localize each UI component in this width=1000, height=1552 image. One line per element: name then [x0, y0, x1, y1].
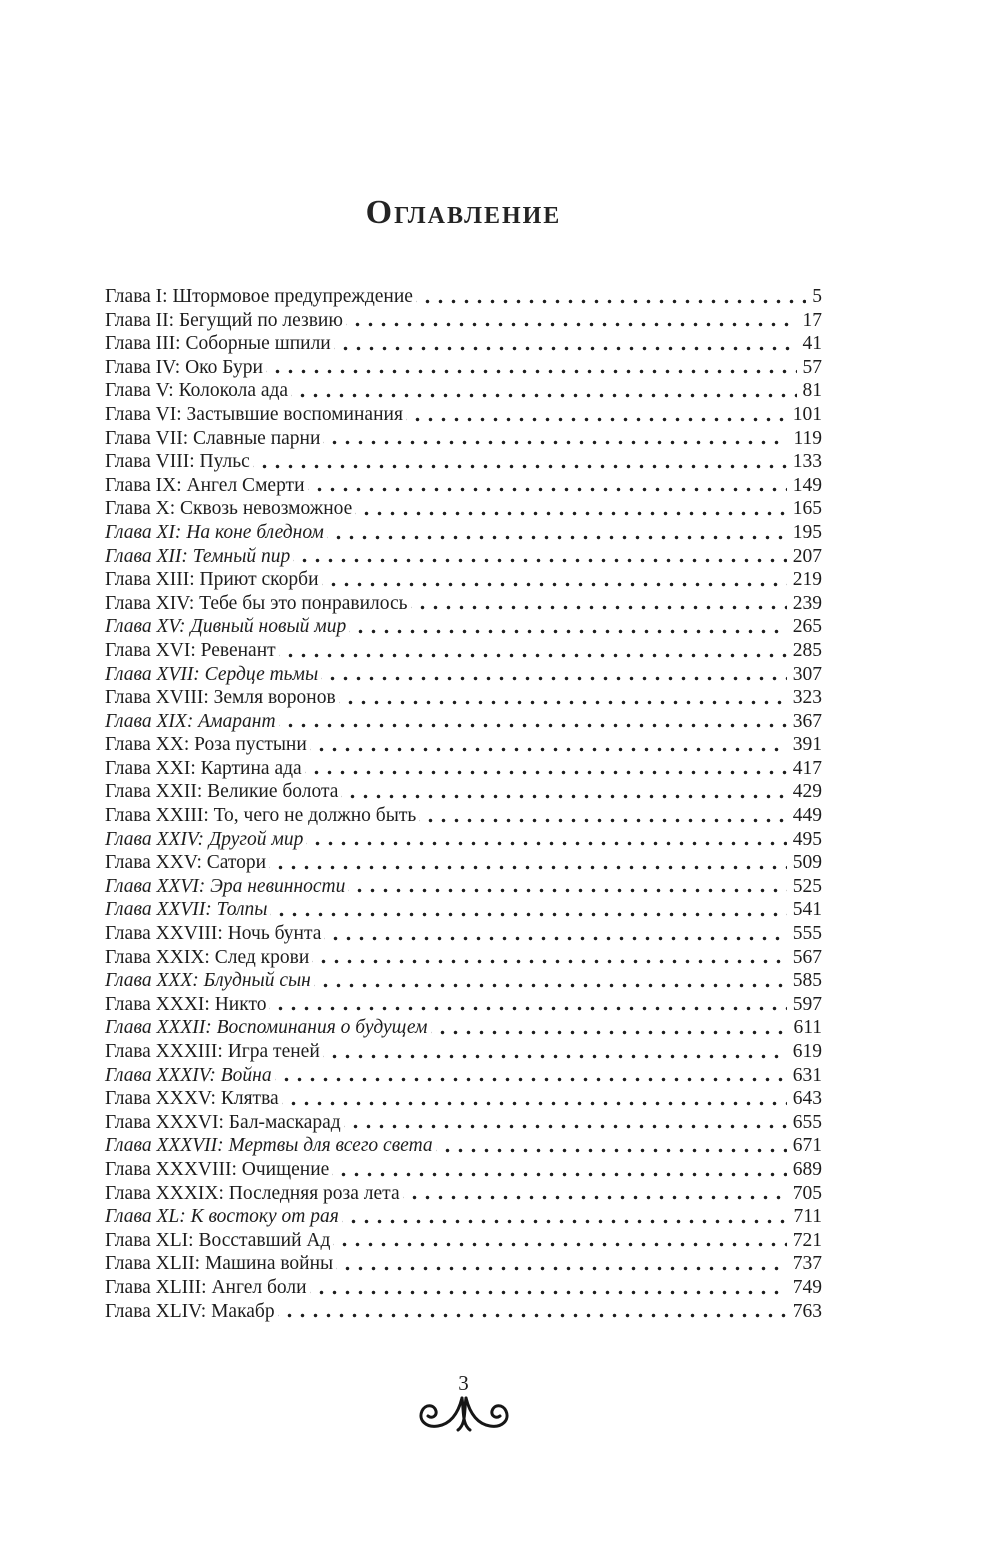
toc-entry-page: 265: [792, 616, 822, 638]
toc-entry-label: Глава XXX: Блудный сын: [105, 970, 311, 992]
toc-entry: [105, 615, 822, 639]
page-footer: [105, 1371, 822, 1438]
toc-entry-page: 17: [802, 309, 822, 331]
toc-entry-page: 585: [792, 970, 822, 992]
toc-entry-page: 449: [792, 805, 822, 827]
toc-entry-page: 737: [792, 1253, 822, 1275]
toc-entry: [105, 1064, 822, 1088]
toc-entry-label: Глава XV: Дивный новый мир: [105, 616, 347, 638]
toc-entry-page: 721: [792, 1229, 822, 1251]
toc-entry: [105, 379, 822, 403]
toc-entry: [105, 828, 822, 852]
toc-entry-page: 619: [792, 1041, 822, 1062]
toc-dot-leader: [342, 1205, 788, 1229]
toc-dot-leader: [411, 592, 787, 616]
toc-entry-label: Глава XXII: Великие болота: [105, 781, 339, 803]
toc-entry: [105, 1087, 822, 1111]
toc-dot-leader: [279, 710, 787, 734]
toc-entry-label: Глава XVII: Сердце тьмы: [105, 663, 319, 685]
toc-entry: [105, 993, 822, 1017]
toc-entry-page: 555: [792, 923, 822, 945]
toc-entry-label: Глава V: Колокола ада: [105, 380, 289, 402]
toc-entry-label: Глава XL: К востоку от рая: [105, 1206, 339, 1228]
toc-entry: [105, 285, 822, 309]
toc-entry: [105, 898, 822, 922]
toc-dot-leader: [253, 450, 787, 474]
toc-entry-label: Глава XXIII: То, чего не должно быть: [105, 805, 417, 827]
toc-entry: [105, 309, 822, 333]
toc-entry: [105, 1205, 822, 1229]
page-title: Оглавление: [365, 194, 562, 231]
toc-entry: [105, 733, 822, 757]
toc-dot-leader: [323, 427, 787, 451]
toc-dot-leader: [344, 1111, 787, 1135]
toc-entry: [105, 450, 822, 474]
toc-entry: [105, 969, 822, 993]
toc-dot-leader: [310, 733, 787, 757]
toc-entry: [105, 1229, 822, 1253]
toc-dot-leader: [269, 851, 787, 875]
toc-dot-leader: [312, 946, 786, 970]
toc-entry: [105, 403, 822, 427]
toc-dot-leader: [339, 686, 787, 710]
toc-entry: [105, 592, 822, 616]
toc-dot-leader: [279, 639, 787, 663]
toc-entry-page: 133: [792, 451, 822, 473]
toc-entry-label: Глава XIII: Приют скорби: [105, 569, 319, 591]
toc-dot-leader: [346, 309, 797, 333]
toc-entry-page: 417: [792, 757, 822, 779]
toc-entry-page: 429: [792, 781, 822, 803]
toc-dot-leader: [266, 356, 797, 380]
toc-entry-label: Глава XIV: Тебе бы это понравилось: [105, 592, 408, 614]
toc-dot-leader: [270, 898, 786, 922]
toc-entry-page: 323: [792, 687, 822, 709]
toc-entry-label: Глава XXXIV: Война: [105, 1064, 272, 1086]
toc-entry: [105, 332, 822, 356]
toc-entry-page: 391: [792, 734, 822, 756]
toc-entry: [105, 521, 822, 545]
toc-entry: [105, 1158, 822, 1182]
toc-entry-page: 195: [792, 521, 822, 543]
toc-entry-label: Глава XX: Роза пустыни: [105, 734, 307, 756]
toc-entry-label: Глава XLIII: Ангел боли: [105, 1276, 307, 1298]
toc-entry-label: Глава XXXIX: Последняя роза лета: [105, 1182, 400, 1204]
toc-entry-page: 149: [792, 474, 822, 496]
toc-entry-label: Глава XI: На коне бледном: [105, 521, 324, 543]
toc-entry-label: Глава VII: Славные парни: [105, 427, 321, 449]
toc-entry-label: Глава III: Соборные шпили: [105, 333, 331, 355]
toc-entry-page: 763: [792, 1300, 822, 1322]
toc-entry: [105, 639, 822, 663]
toc-entry-page: 749: [792, 1276, 822, 1298]
toc-dot-leader: [419, 804, 787, 828]
toc-entry-page: 541: [792, 899, 822, 921]
toc-entry-label: Глава XXIV: Другой мир: [105, 828, 304, 850]
toc-entry-label: Глава II: Бегущий по лезвию: [105, 309, 343, 331]
toc-entry-label: Глава XLIV: Макабр: [105, 1300, 275, 1322]
toc-entry: [105, 427, 822, 451]
toc-entry-label: Глава XIX: Амарант: [105, 710, 276, 732]
toc-entry-label: Глава XXXII: Воспоминания о будущем: [105, 1017, 428, 1039]
toc-entry: [105, 1182, 822, 1206]
toc-entry: [105, 1111, 822, 1135]
toc-entry: [105, 356, 822, 380]
toc-entry-page: 711: [793, 1206, 822, 1228]
toc-entry-page: 219: [792, 569, 822, 591]
toc-entry-label: Глава XXXVIII: Очищение: [105, 1158, 330, 1180]
toc-dot-leader: [308, 474, 787, 498]
toc-entry-page: 101: [792, 403, 822, 425]
toc-dot-leader: [323, 1040, 787, 1064]
toc-entry-label: Глава VI: Застывшие воспоминания: [105, 403, 403, 425]
toc-dot-leader: [322, 568, 787, 592]
toc-entry: [105, 663, 822, 687]
toc-dot-leader: [278, 1300, 787, 1324]
toc-dot-leader: [336, 1252, 787, 1276]
toc-entry-label: Глава IX: Ангел Смерти: [105, 474, 305, 496]
toc-dot-leader: [269, 993, 786, 1017]
toc-entry: [105, 804, 822, 828]
toc-list: [105, 285, 822, 1323]
toc-entry-label: Глава X: Сквозь невозможное: [105, 498, 353, 520]
toc-entry-page: 495: [792, 828, 822, 850]
toc-entry-page: 597: [792, 993, 822, 1015]
toc-entry-page: 5: [812, 286, 822, 307]
toc-entry: [105, 780, 822, 804]
toc-dot-leader: [334, 332, 797, 356]
toc-entry-label: Глава XXV: Сатори: [105, 852, 267, 874]
toc-entry-page: 165: [792, 498, 822, 520]
toc-entry-label: Глава VIII: Пульс: [105, 451, 250, 473]
toc-dot-leader: [431, 1016, 788, 1040]
toc-entry-label: Глава XXXV: Клятва: [105, 1088, 279, 1110]
toc-entry: [105, 1134, 822, 1158]
toc-entry-label: Глава XVIII: Земля воронов: [105, 687, 336, 709]
toc-entry: [105, 474, 822, 498]
toc-entry-page: 285: [792, 639, 822, 661]
toc-dot-leader: [406, 403, 787, 427]
toc-entry-label: Глава XVI: Ревенант: [105, 639, 276, 661]
toc-entry: [105, 1040, 822, 1064]
toc-entry-page: 367: [792, 710, 822, 732]
toc-dot-leader: [349, 615, 787, 639]
toc-entry: [105, 497, 822, 521]
toc-dot-leader: [291, 379, 796, 403]
toc-entry-label: Глава XXXIII: Игра теней: [105, 1041, 320, 1062]
toc-entry-page: 643: [792, 1088, 822, 1110]
toc-dot-leader: [416, 285, 806, 309]
toc-dot-leader: [327, 521, 787, 545]
toc-entry-page: 57: [802, 356, 822, 378]
toc-entry-label: Глава XXXVII: Мертвы для всего света: [105, 1135, 433, 1157]
toc-dot-leader: [321, 663, 787, 687]
toc-dot-leader: [333, 1229, 786, 1253]
toc-entry-label: Глава XXIX: След крови: [105, 946, 310, 968]
toc-entry-page: 81: [802, 380, 822, 402]
toc-entry-label: Глава XXVI: Эра невинности: [105, 875, 346, 897]
toc-entry-label: Глава IV: Око Бури: [105, 356, 263, 378]
toc-entry-page: 705: [792, 1182, 822, 1204]
toc-entry-page: 631: [792, 1064, 822, 1086]
toc-entry-page: 41: [802, 333, 822, 355]
toc-dot-leader: [275, 1064, 787, 1088]
toc-entry-page: 239: [792, 592, 822, 614]
toc-entry-label: Глава XXXVI: Бал-маскарад: [105, 1111, 341, 1133]
toc-dot-leader: [436, 1134, 787, 1158]
toc-entry: [105, 710, 822, 734]
toc-entry: [105, 946, 822, 970]
toc-dot-leader: [341, 780, 786, 804]
toc-entry-page: 689: [792, 1158, 822, 1180]
toc-entry: [105, 757, 822, 781]
toc-entry-page: 611: [793, 1017, 822, 1039]
toc-entry-label: Глава XLII: Машина войны: [105, 1253, 334, 1275]
toc-entry: [105, 1276, 822, 1300]
toc-entry: [105, 1300, 822, 1324]
toc-entry: [105, 851, 822, 875]
toc-entry-label: Глава XXXI: Никто: [105, 993, 267, 1015]
toc-entry-page: 671: [792, 1135, 822, 1157]
toc-entry-page: 307: [792, 663, 822, 685]
toc-entry-page: 525: [792, 875, 822, 897]
toc-dot-leader: [305, 757, 787, 781]
toc-dot-leader: [332, 1158, 786, 1182]
toc-entry-label: Глава XXI: Картина ада: [105, 757, 302, 779]
toc-entry-page: 509: [792, 852, 822, 874]
toc-entry: [105, 922, 822, 946]
toc-dot-leader: [314, 969, 787, 993]
toc-dot-leader: [310, 1276, 787, 1300]
toc-entry: [105, 686, 822, 710]
toc-dot-leader: [403, 1182, 787, 1206]
toc-entry-page: 655: [792, 1111, 822, 1133]
toc-entry-label: Глава XII: Темный пир: [105, 545, 291, 567]
toc-dot-leader: [282, 1087, 787, 1111]
footer-page-number: 3: [458, 1371, 469, 1396]
toc-entry-page: 567: [792, 946, 822, 968]
toc-entry-label: Глава I: Штормовое предупреждение: [105, 286, 413, 307]
toc-entry-label: Глава XLI: Восставший Ад: [105, 1229, 331, 1251]
toc-entry: [105, 1252, 822, 1276]
toc-entry: [105, 875, 822, 899]
toc-entry: [105, 568, 822, 592]
toc-entry-label: Глава XXVII: Толпы: [105, 899, 268, 921]
toc-dot-leader: [293, 545, 786, 569]
toc-entry-page: 207: [792, 545, 822, 567]
toc-dot-leader: [306, 828, 786, 852]
toc-entry: [105, 545, 822, 569]
toc-entry: [105, 1016, 822, 1040]
toc-dot-leader: [324, 922, 786, 946]
toc-entry-label: Глава XXVIII: Ночь бунта: [105, 923, 322, 945]
toc-entry-page: 119: [793, 427, 822, 449]
toc-dot-leader: [355, 497, 786, 521]
toc-dot-leader: [348, 875, 786, 899]
